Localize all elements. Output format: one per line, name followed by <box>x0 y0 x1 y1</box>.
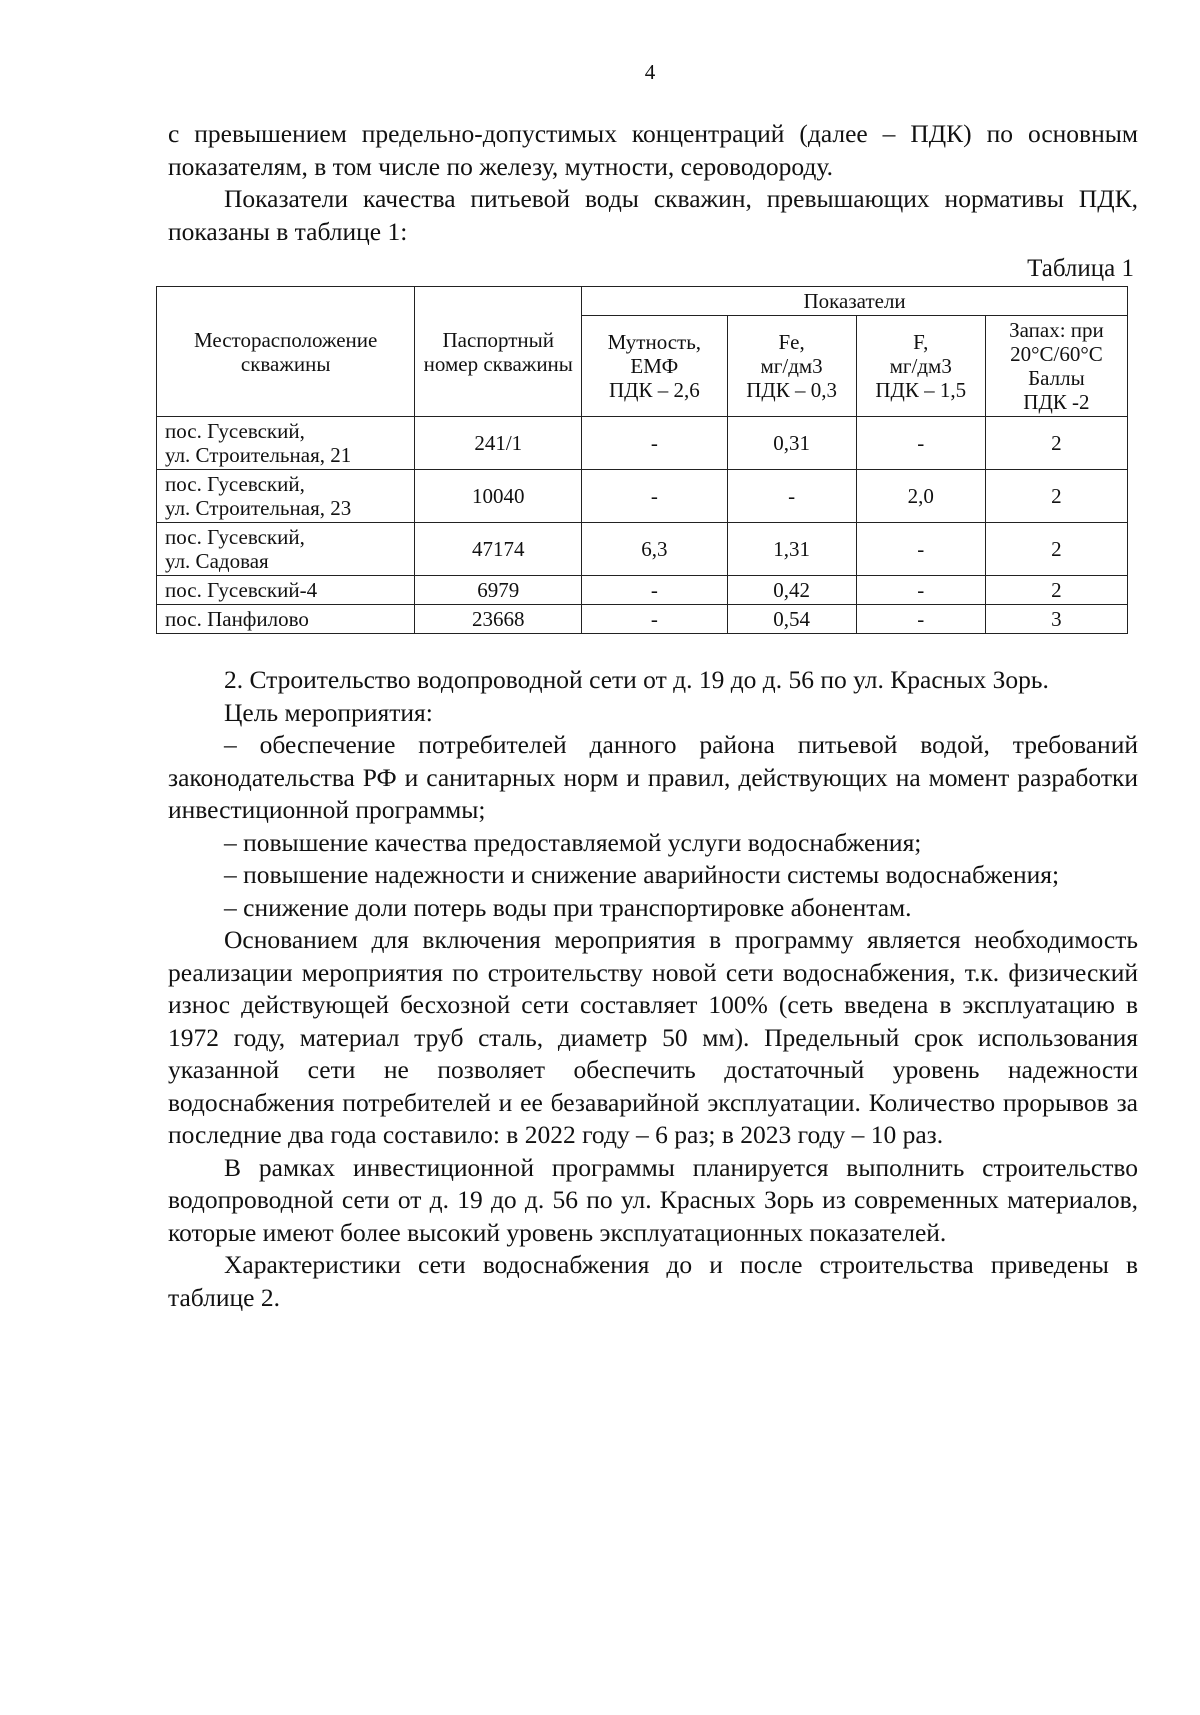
cell-passport: 23668 <box>415 605 582 634</box>
goal-label: Цель мероприятия: <box>224 697 433 727</box>
table-row <box>157 417 1128 470</box>
cell-turbidity: - <box>582 605 727 634</box>
cell-location: пос. Гусевский, ул. Строительная, 23 <box>157 470 415 523</box>
cell-location: пос. Гусевский, ул. Строительная, 21 <box>157 417 415 470</box>
header-location: Месторасположение скважины <box>157 287 415 417</box>
cell-iron: - <box>727 470 856 523</box>
header-turbidity: Мутность, ЕМФ ПДК – 2,6 <box>582 316 727 417</box>
cell-smell: 3 <box>985 605 1127 634</box>
cell-smell: 2 <box>985 417 1127 470</box>
header-passport-number: Паспортный номер скважины <box>415 287 582 417</box>
cell-turbidity: - <box>582 470 727 523</box>
goal-bullet-1: – обеспечение потребителей данного района питьевой водой, требований законодательства РФ и санитарных норм и правил, действующих на момент разработки инвестиционной программы; <box>168 730 1138 824</box>
cell-smell: 2 <box>985 576 1127 605</box>
cell-location: пос. Панфилово <box>157 605 415 634</box>
cell-iron: 0,54 <box>727 605 856 634</box>
table-row <box>157 605 1128 634</box>
intro-paragraph-2: Показатели качества питьевой воды скважин, превышающих нормативы ПДК, показаны в таблице 1: <box>168 184 1138 246</box>
table-row <box>157 470 1128 523</box>
table-1-caption: Таблица 1 <box>1027 255 1134 282</box>
cell-fluorine: - <box>856 576 985 605</box>
basis-paragraph: Основанием для включения мероприятия в программу является необходимость реализации мероприятия по строительству новой сети водоснабжения, т.к. физический износ действующей бесхозной сети составляет 100% (сеть введена в эксплуатацию в 1972 году, материал труб сталь, диаметр 50 мм). Предельный срок использования указанной сети не позволяет обеспечить достаточный уровень надежности водоснабжения потребителей и ее безаварийной эксплуатации. Количество прорывов за последние два года составило: в 2022 году – 6 раз; в 2023 году – 10 раз. <box>168 925 1138 1149</box>
cell-fluorine: - <box>856 523 985 576</box>
cell-location: пос. Гусевский-4 <box>157 576 415 605</box>
cell-iron: 0,42 <box>727 576 856 605</box>
cell-fluorine: - <box>856 605 985 634</box>
cell-turbidity: 6,3 <box>582 523 727 576</box>
plan-paragraph: В рамках инвестиционной программы планируется выполнить строительство водопроводной сети от д. 19 до д. 56 по ул. Красных Зорь из современных материалов, которые имеют более высокий уровень эксплуатационных показателей. <box>168 1152 1138 1247</box>
cell-location: пос. Гусевский, ул. Садовая <box>157 523 415 576</box>
section-2-heading: 2. Строительство водопроводной сети от д. 19 до д. 56 по ул. Красных Зорь. <box>224 665 1049 694</box>
cell-passport: 6979 <box>415 576 582 605</box>
section-2 <box>168 664 1138 1314</box>
cell-turbidity: - <box>582 417 727 470</box>
cell-passport: 241/1 <box>415 417 582 470</box>
water-quality-table <box>156 286 1128 634</box>
goal-bullet-4: – снижение доли потерь воды при транспортировке абонентам. <box>224 892 912 922</box>
header-indicators: Показатели <box>582 287 1128 316</box>
document-body <box>165 118 1138 1314</box>
table-row <box>157 576 1128 605</box>
goal-bullet-2: – повышение качества предоставляемой услуги водоснабжения; <box>224 827 922 857</box>
characteristics-paragraph: Характеристики сети водоснабжения до и после строительства приведены в таблице 2. <box>168 1250 1138 1312</box>
cell-fluorine: - <box>856 417 985 470</box>
cell-iron: 1,31 <box>727 523 856 576</box>
cell-fluorine: 2,0 <box>856 470 985 523</box>
cell-iron: 0,31 <box>727 417 856 470</box>
header-iron: Fe, мг/дм3 ПДК – 0,3 <box>727 316 856 417</box>
cell-passport: 10040 <box>415 470 582 523</box>
page-number: 4 <box>644 60 656 84</box>
cell-turbidity: - <box>582 576 727 605</box>
goal-bullet-3: – повышение надежности и снижение аварийности системы водоснабжения; <box>224 860 1060 889</box>
cell-smell: 2 <box>985 523 1127 576</box>
intro-paragraph-1: с превышением предельно-допустимых концентраций (далее – ПДК) по основным показателям, в том числе по железу, мутности, сероводороду. <box>168 119 1138 181</box>
header-fluorine: F, мг/дм3 ПДК – 1,5 <box>856 316 985 417</box>
cell-passport: 47174 <box>415 523 582 576</box>
table-row <box>157 523 1128 576</box>
cell-smell: 2 <box>985 470 1127 523</box>
header-smell: Запах: при 20°C/60°C Баллы ПДК -2 <box>985 316 1127 417</box>
